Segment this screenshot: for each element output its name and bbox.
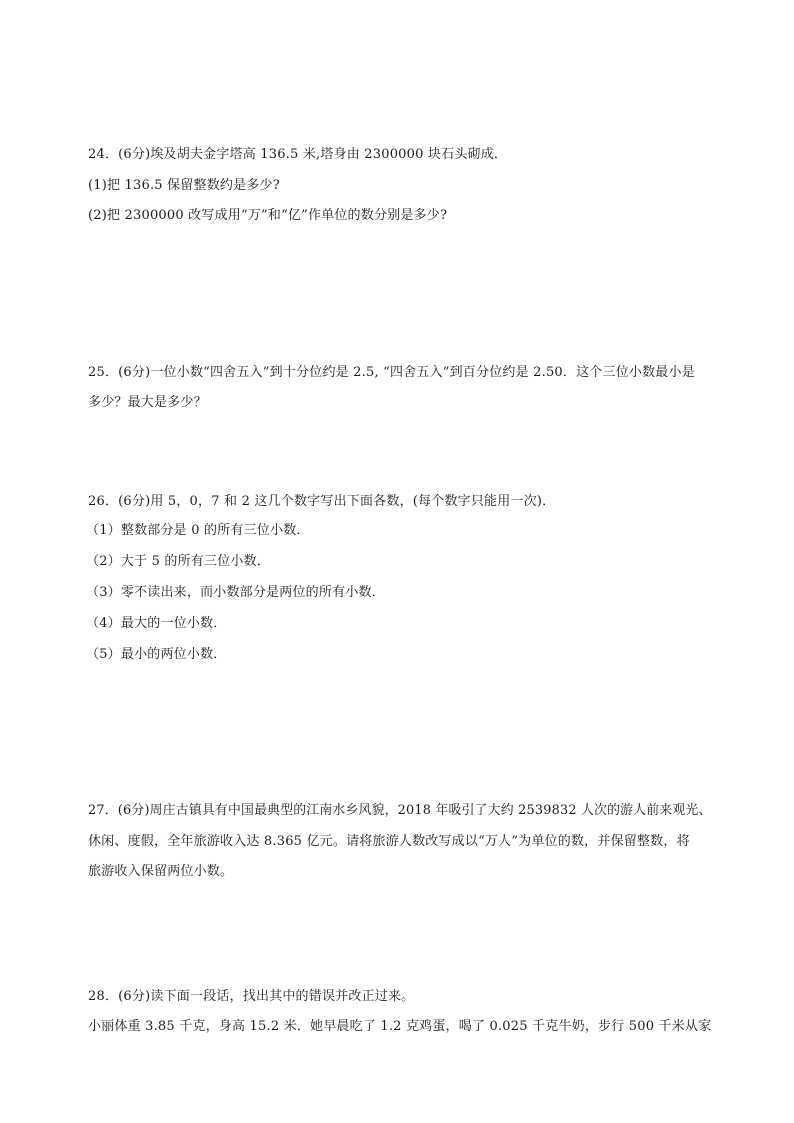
question-27-stem: 27．(6分)周庄古镇具有中国最典型的江南水乡风貌，2018 年吸引了大约 2539832 人次的游人前来观光、 xyxy=(88,803,712,818)
question-26-part-5: （5）最小的两位小数． xyxy=(86,647,227,662)
question-28-passage: 小丽体重 3.85 千克，身高 15.2 米．她早晨吃了 1.2 克鸡蛋，喝了 0.025 千克牛奶，步行 500 千米从家 xyxy=(88,1019,712,1034)
question-25-stem: 25．(6分)一位小数“四舍五入”到十分位约是 2.5, “四舍五入”到百分位约是 2.50．这个三位小数最小是 xyxy=(88,365,695,380)
question-26-stem: 26．(6分)用 5，0，7 和 2 这几个数字写出下面各数，(每个数字只能用一次)． xyxy=(88,494,556,509)
question-25-stem-continued: 多少？最大是多少？ xyxy=(88,395,207,410)
question-28-stem: 28．(6分)读下面一段话，找出其中的错误并改正过来。 xyxy=(88,989,415,1004)
question-26-part-3: （3）零不读出来，而小数部分是两位的所有小数． xyxy=(86,585,385,600)
question-26-part-1: （1）整数部分是 0 的所有三位小数． xyxy=(86,523,310,538)
question-26-part-2: （2）大于 5 的所有三位小数． xyxy=(86,554,271,569)
question-24-part-2: (2)把 2300000 改写成用“万”和“亿”作单位的数分别是多少? xyxy=(88,208,448,223)
question-24-part-1: (1)把 136.5 保留整数约是多少? xyxy=(88,178,280,193)
question-27-stem-line-2: 休闲、度假，全年旅游收入达 8.365 亿元。请将旅游人数改写成以“万人”为单位的数，并保留整数，将 xyxy=(88,834,690,849)
question-26-part-4: （4）最大的一位小数． xyxy=(86,616,227,631)
question-24-stem: 24．(6分)埃及胡夫金字塔高 136.5 米,塔身由 2300000 块石头砌成． xyxy=(88,147,508,162)
question-27-stem-line-3: 旅游收入保留两位小数。 xyxy=(88,864,234,879)
